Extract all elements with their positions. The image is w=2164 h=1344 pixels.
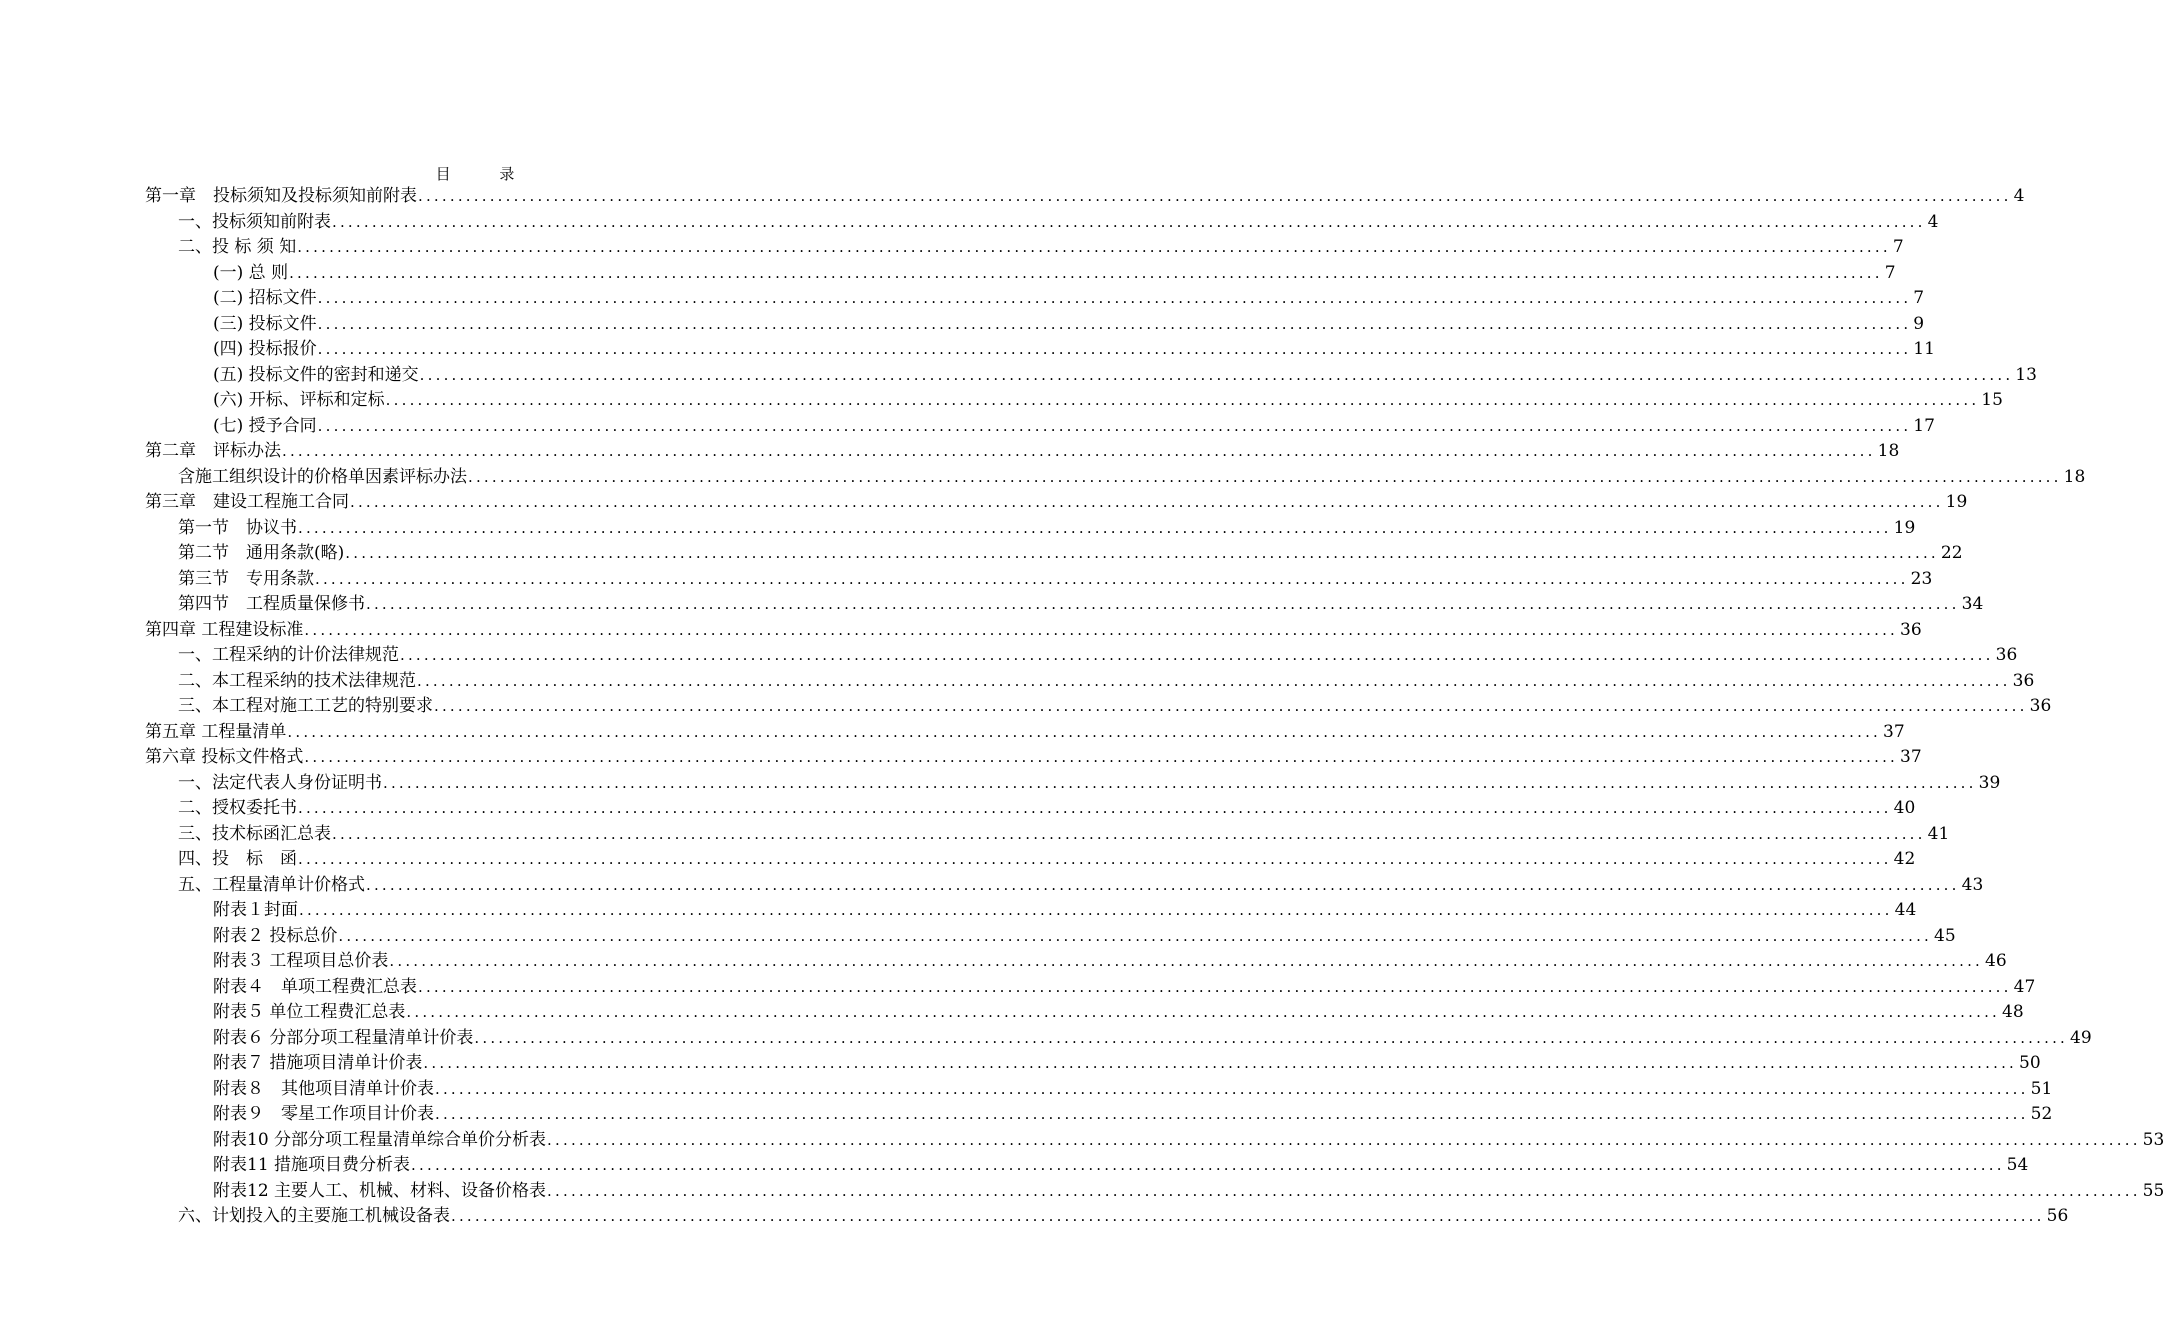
toc-entry-text: 第一节 协议书 <box>178 517 297 538</box>
toc-dot-leader: ........................................................................................................................................................................................................ <box>547 1181 2141 1200</box>
toc-entry[interactable] <box>145 873 1984 899</box>
toc-entry-text: 附表６ 分部分项工程量清单计价表 <box>213 1027 474 1048</box>
toc-entry-text: 附表２ 投标总价 <box>213 925 338 946</box>
toc-entry[interactable] <box>145 771 2001 797</box>
toc-entry[interactable] <box>145 261 1896 287</box>
toc-entry-page: 56 <box>2046 1206 2069 1226</box>
toc-entry[interactable] <box>145 541 1963 567</box>
toc-dot-leader: ........................................................................................................................................................................................................ <box>383 773 1977 792</box>
toc-entry-page: 13 <box>2015 364 2037 385</box>
toc-entry[interactable] <box>145 592 1984 618</box>
toc-dot-leader: ........................................................................................................................................................................................................ <box>400 646 1994 664</box>
toc-entry-text: 四、投 标 函 <box>178 849 297 869</box>
toc-dot-leader: ........................................................................................................................................................................................................ <box>547 1130 2141 1149</box>
toc-entry-page: 15 <box>1981 390 2003 410</box>
toc-dot-leader: ........................................................................................................................................................................................................ <box>304 620 1899 639</box>
toc-entry-text: (四) 投标报价 <box>213 339 317 359</box>
toc-entry-page: 48 <box>2002 1002 2024 1022</box>
toc-entry-text: 五、工程量清单计价格式 <box>178 874 365 895</box>
toc-entry-page: 43 <box>1961 874 1984 895</box>
toc-entry[interactable] <box>145 1000 2024 1026</box>
toc-entry-page: 44 <box>1894 900 1917 920</box>
toc-entry-text: 附表４ 单项工程费汇总表 <box>213 976 417 997</box>
toc-entry-page: 4 <box>1927 211 1939 232</box>
toc-entry[interactable] <box>145 516 1916 542</box>
toc-entry-page: 7 <box>1913 288 1925 308</box>
toc-dot-leader: ........................................................................................................................................................................................................ <box>435 1079 2029 1098</box>
toc-title: 目 录 <box>435 165 537 183</box>
toc-entry[interactable] <box>145 949 2007 975</box>
toc-entry[interactable] <box>145 898 1917 924</box>
toc-dot-leader: ........................................................................................................................................................................................................ <box>418 187 2012 205</box>
toc-entry-page: 41 <box>1927 823 1950 844</box>
toc-entry-text: 附表11 措施项目费分析表 <box>213 1155 411 1175</box>
toc-dot-leader: ........................................................................................................................................................................................................ <box>350 493 1944 511</box>
toc-entry-text: (三) 投标文件 <box>213 313 317 334</box>
toc-entry[interactable] <box>145 643 2018 669</box>
toc-dot-leader: ........................................................................................................................................................................................................ <box>406 1003 2001 1021</box>
toc-entry[interactable] <box>145 312 1925 338</box>
toc-entry-page: 46 <box>1985 951 2007 971</box>
toc-entry-page: 47 <box>2013 976 2036 997</box>
toc-entry[interactable] <box>145 567 1933 593</box>
toc-entry[interactable] <box>145 235 1904 261</box>
toc-entry[interactable] <box>145 1204 2069 1230</box>
toc-entry[interactable] <box>145 924 1956 950</box>
toc-dot-leader: ........................................................................................................................................................................................................ <box>435 1105 2029 1123</box>
toc-entry-page: 19 <box>1945 492 1968 512</box>
toc-entry-page: 18 <box>2063 466 2086 487</box>
toc-entry[interactable] <box>145 210 1939 236</box>
toc-entry-page: 36 <box>1900 619 1922 640</box>
toc-dot-leader: ........................................................................................................................................................................................................ <box>451 1207 2045 1225</box>
toc-entry-page: 37 <box>1883 721 1905 742</box>
toc-dot-leader: ........................................................................................................................................................................................................ <box>417 671 2011 690</box>
toc-entry-page: 18 <box>1877 441 1900 461</box>
toc-entry-text: 一、投标须知前附表 <box>178 211 331 232</box>
toc-entry[interactable] <box>145 1026 2092 1052</box>
toc-dot-leader: ........................................................................................................................................................................................................ <box>389 952 1984 970</box>
toc-dot-leader: ........................................................................................................................................................................................................ <box>317 340 1912 358</box>
toc-entry-text: 附表９ 零星工作项目计价表 <box>213 1104 434 1124</box>
toc-entry-page: 19 <box>1893 517 1916 538</box>
toc-dot-leader: ........................................................................................................................................................................................................ <box>468 467 2062 486</box>
toc-entry[interactable] <box>145 694 2052 720</box>
toc-entry[interactable] <box>145 414 1935 440</box>
toc-entry[interactable] <box>145 1051 2041 1077</box>
toc-entry-text: 附表３ 工程项目总价表 <box>213 951 389 971</box>
toc-entry-text: 三、本工程对施工工艺的特别要求 <box>178 696 433 716</box>
toc-entry-page: 49 <box>2070 1027 2092 1048</box>
toc-entry-page: 51 <box>2030 1078 2053 1099</box>
toc-entry-text: 附表１封面 <box>213 900 298 920</box>
toc-entry-page: 34 <box>1961 594 1984 614</box>
toc-entry-page: 11 <box>1913 339 1935 359</box>
toc-dot-leader: ........................................................................................................................................................................................................ <box>299 901 1893 919</box>
toc-entry-text: 第二节 通用条款(略) <box>178 543 345 563</box>
toc-entry-page: 7 <box>1884 262 1896 283</box>
toc-entry-page: 17 <box>1913 415 1935 436</box>
toc-entry[interactable] <box>145 1128 2164 1154</box>
toc-entry[interactable] <box>145 1102 2053 1128</box>
toc-entry-text: 附表７ 措施项目清单计价表 <box>213 1053 423 1073</box>
toc-dot-leader: ........................................................................................................................................................................................................ <box>418 977 2012 996</box>
toc-entry[interactable] <box>145 1153 2029 1179</box>
toc-entry-page: 23 <box>1910 568 1933 589</box>
toc-entry-text: 二、投 标 须 知 <box>178 237 297 257</box>
toc-entry[interactable] <box>145 439 1900 465</box>
toc-entry-text: 三、技术标函汇总表 <box>178 823 331 844</box>
toc-entry-text: 含施工组织设计的价格单因素评标办法 <box>178 466 467 487</box>
toc-entry[interactable] <box>145 184 2025 210</box>
toc-entry-text: (一) 总 则 <box>213 262 289 283</box>
toc-entry-page: 40 <box>1893 798 1916 818</box>
toc-dot-leader: ........................................................................................................................................................................................................ <box>423 1054 2018 1072</box>
toc-dot-leader: ........................................................................................................................................................................................................ <box>366 595 1960 613</box>
toc-dot-leader: ........................................................................................................................................................................................................ <box>366 875 1960 894</box>
toc-entry-text: 附表10 分部分项工程量清单综合单价分析表 <box>213 1129 547 1150</box>
toc-entry[interactable] <box>145 1179 2164 1205</box>
toc-dot-leader: ........................................................................................................................................................................................................ <box>474 1028 2069 1047</box>
toc-entry[interactable] <box>145 337 1935 363</box>
toc-entry-page: 52 <box>2030 1104 2053 1124</box>
toc-entry-page: 36 <box>2029 696 2052 716</box>
toc-entry[interactable] <box>145 847 1916 873</box>
toc-dot-leader: ........................................................................................................................................................................................................ <box>411 1156 2005 1174</box>
toc-dot-leader: ........................................................................................................................................................................................................ <box>298 518 1892 537</box>
toc-entry-text: 第一章 投标须知及投标须知前附表 <box>145 186 417 206</box>
toc-entry-page: 53 <box>2142 1129 2164 1150</box>
toc-dot-leader: ........................................................................................................................................................................................................ <box>298 850 1892 868</box>
toc-dot-leader: ........................................................................................................................................................................................................ <box>385 391 1980 409</box>
toc-entry[interactable] <box>145 669 2035 695</box>
toc-entry-text: 第四章 工程建设标准 <box>145 619 304 640</box>
toc-dot-leader: ........................................................................................................................................................................................................ <box>298 799 1892 817</box>
toc-dot-leader: ........................................................................................................................................................................................................ <box>317 289 1912 307</box>
toc-entry[interactable] <box>145 465 2086 491</box>
toc-entry-text: 第四节 工程质量保修书 <box>178 594 365 614</box>
toc-entry[interactable] <box>145 822 1950 848</box>
toc-entry-page: 54 <box>2006 1155 2029 1175</box>
toc-entry-text: 一、法定代表人身份证明书 <box>178 772 382 793</box>
toc-entry[interactable] <box>145 388 2003 414</box>
toc-entry-text: 附表５ 单位工程费汇总表 <box>213 1002 406 1022</box>
toc-entry-page: 42 <box>1893 849 1916 869</box>
toc-entry-text: 第五章 工程量清单 <box>145 721 287 742</box>
toc-entry-page: 36 <box>2012 670 2035 691</box>
toc-dot-leader: ........................................................................................................................................................................................................ <box>338 926 1933 945</box>
toc-dot-leader: ........................................................................................................................................................................................................ <box>434 697 2028 715</box>
toc-entry-text: 第三节 专用条款 <box>178 568 314 589</box>
toc-entry[interactable] <box>145 975 2036 1001</box>
toc-entry-page: 50 <box>2019 1053 2041 1073</box>
toc-dot-leader: ........................................................................................................................................................................................................ <box>304 748 1899 766</box>
toc-dot-leader: ........................................................................................................................................................................................................ <box>297 238 1891 256</box>
toc-dot-leader: ........................................................................................................................................................................................................ <box>317 314 1912 333</box>
toc-dot-leader: ........................................................................................................................................................................................................ <box>345 544 1939 562</box>
toc-entry-text: 第六章 投标文件格式 <box>145 747 304 767</box>
toc-entry[interactable] <box>145 286 1925 312</box>
toc-entry-page: 22 <box>1940 543 1963 563</box>
toc-entry-text: 附表８ 其他项目清单计价表 <box>213 1078 434 1099</box>
toc-entry[interactable] <box>145 490 1968 516</box>
toc-entry-text: 六、计划投入的主要施工机械设备表 <box>178 1206 450 1226</box>
toc-entry-page: 36 <box>1995 645 2018 665</box>
toc-dot-leader: ........................................................................................................................................................................................................ <box>332 212 1926 231</box>
toc-entry-page: 7 <box>1892 237 1904 257</box>
toc-entry-text: 二、授权委托书 <box>178 798 297 818</box>
toc-dot-leader: ........................................................................................................................................................................................................ <box>332 824 1926 843</box>
toc-dot-leader: ........................................................................................................................................................................................................ <box>287 722 1882 741</box>
toc-entry-page: 4 <box>2013 186 2025 206</box>
toc-entry-text: 一、工程采纳的计价法律规范 <box>178 645 399 665</box>
toc-entry-text: (二) 招标文件 <box>213 288 317 308</box>
toc-entry-text: 第三章 建设工程施工合同 <box>145 492 349 512</box>
toc-entry-text: 二、本工程采纳的技术法律规范 <box>178 670 416 691</box>
toc-entry[interactable] <box>145 796 1916 822</box>
toc-dot-leader: ........................................................................................................................................................................................................ <box>315 569 1909 588</box>
toc-entry-text: 第二章 评标办法 <box>145 441 281 461</box>
toc-entry-text: (六) 开标、评标和定标 <box>213 390 385 410</box>
toc-entry[interactable] <box>145 363 2037 389</box>
toc-dot-leader: ........................................................................................................................................................................................................ <box>419 365 2014 384</box>
toc-dot-leader: ........................................................................................................................................................................................................ <box>289 263 1883 282</box>
toc-list <box>145 184 2164 1230</box>
toc-entry-page: 9 <box>1913 313 1925 334</box>
toc-dot-leader: ........................................................................................................................................................................................................ <box>317 416 1912 435</box>
toc-entry[interactable] <box>145 618 1922 644</box>
toc-entry-text: (七) 授予合同 <box>213 415 317 436</box>
toc-entry-text: (五) 投标文件的密封和递交 <box>213 364 419 385</box>
toc-entry-page: 55 <box>2142 1180 2164 1201</box>
toc-entry[interactable] <box>145 720 1905 746</box>
toc-dot-leader: ........................................................................................................................................................................................................ <box>282 442 1876 460</box>
toc-entry-text: 附表12 主要人工、机械、材料、设备价格表 <box>213 1180 547 1201</box>
toc-entry[interactable] <box>145 1077 2053 1103</box>
toc-entry-page: 45 <box>1934 925 1956 946</box>
toc-entry[interactable] <box>145 745 1922 771</box>
toc-entry-page: 37 <box>1900 747 1922 767</box>
toc-entry-page: 39 <box>1978 772 2001 793</box>
